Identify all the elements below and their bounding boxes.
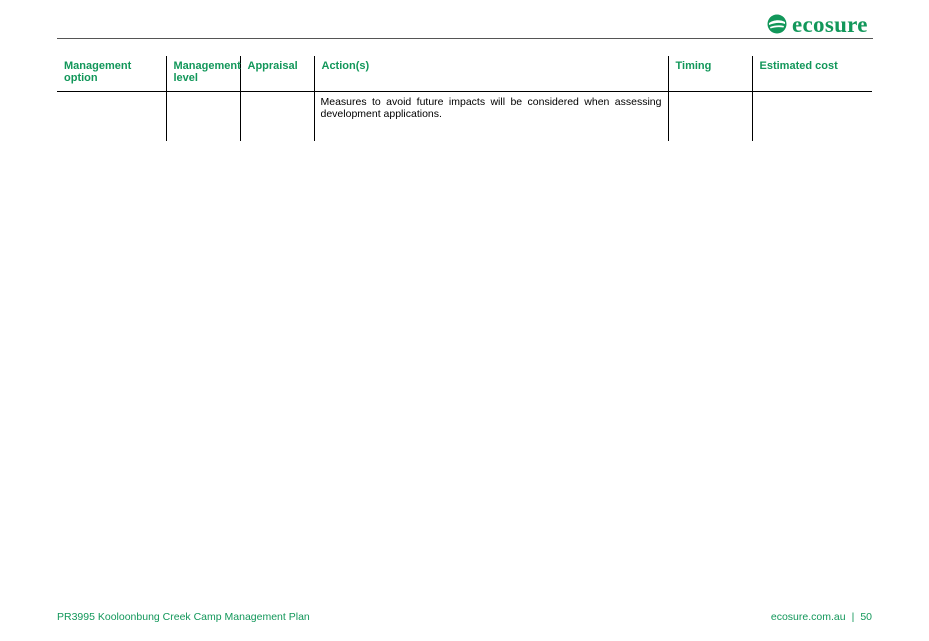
table-header-row: [57, 56, 872, 92]
footer-document-title: PR3995 Kooloonbung Creek Camp Management Plan: [57, 611, 310, 623]
management-table: [57, 56, 872, 141]
column-header-timing: Timing: [668, 56, 752, 92]
footer-separator: |: [851, 611, 855, 623]
cell-timing: [668, 92, 752, 142]
column-header-actions: Action(s): [314, 56, 668, 92]
table-row: [57, 92, 872, 142]
header-divider: [57, 38, 873, 39]
ecosure-logo: [767, 12, 868, 36]
column-header-appraisal: Appraisal: [240, 56, 314, 92]
cell-estimated-cost: [752, 92, 872, 142]
column-header-estimated-cost: Estimated cost: [752, 56, 872, 92]
cell-management-level: [166, 92, 240, 142]
footer-website: ecosure.com.au: [770, 611, 846, 623]
column-header-management-level: Management level: [166, 56, 240, 92]
footer-page-info: [771, 611, 872, 623]
ecosure-leaf-icon: [767, 14, 787, 34]
cell-appraisal: [240, 92, 314, 142]
footer-page-number: 50: [860, 611, 872, 623]
column-header-management-option: Management option: [57, 56, 166, 92]
cell-management-option: [57, 92, 166, 142]
cell-actions: Measures to avoid future impacts will be considered when assessing development applications.: [314, 92, 668, 142]
logo-wordmark: ecosure: [792, 11, 868, 37]
